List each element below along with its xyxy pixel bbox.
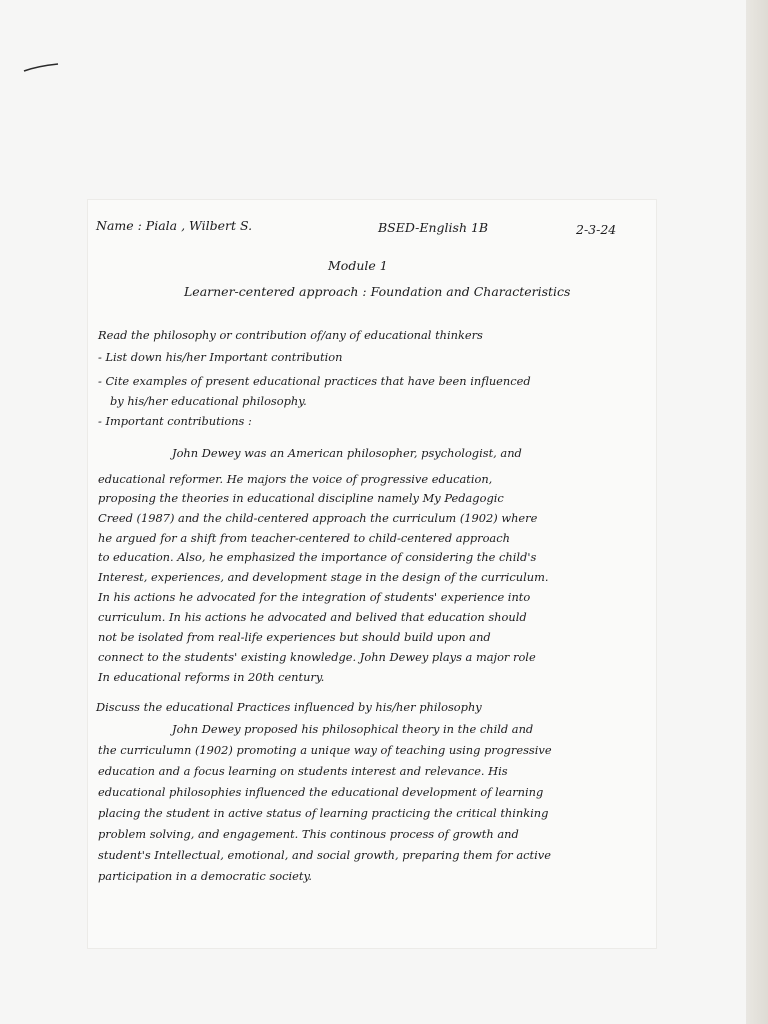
answer-line: John Dewey was an American philosopher, psychologist, and bbox=[172, 446, 522, 460]
answer-line: the curriculumn (1902) promoting a unique way of teaching using progressive bbox=[98, 743, 552, 757]
answer-line: In educational reforms in 20th century. bbox=[98, 670, 325, 684]
pen-stroke-mark bbox=[22, 60, 62, 76]
answer-line: participation in a democratic society. bbox=[98, 869, 313, 883]
answer-line: connect to the students' existing knowledge. John Dewey plays a major role bbox=[98, 650, 536, 664]
paper-edge-shadow bbox=[746, 0, 768, 1024]
answer-line: placing the student in active status of learning practicing the critical thinking bbox=[98, 806, 549, 820]
answer-line: In his actions he advocated for the integration of students' experience into bbox=[98, 590, 531, 604]
instruction-line: Read the philosophy or contribution of/any of educational thinkers bbox=[98, 328, 483, 342]
instruction-line: - List down his/her Important contribution bbox=[98, 350, 343, 364]
instruction-line: - Important contributions : bbox=[98, 414, 252, 428]
answer-line: education and a focus learning on students interest and relevance. His bbox=[98, 764, 508, 778]
instruction-line: - Cite examples of present educational practices that have been influenced bbox=[98, 374, 531, 388]
answer-line: proposing the theories in educational discipline namely My Pedagogic bbox=[98, 491, 504, 505]
module-title: Module 1 bbox=[328, 258, 388, 273]
course-section: BSED-English 1B bbox=[378, 220, 489, 235]
student-name: Name : Piala , Wilbert S. bbox=[96, 218, 253, 233]
answer-line: Creed (1987) and the child-centered approach the curriculum (1902) where bbox=[98, 511, 538, 525]
answer-line: he argued for a shift from teacher-centered to child-centered approach bbox=[98, 531, 510, 545]
handwritten-sheet bbox=[88, 200, 656, 948]
answer-line: curriculum. In his actions he advocated and belived that education should bbox=[98, 610, 527, 624]
answer-line: John Dewey proposed his philosophical theory in the child and bbox=[172, 722, 534, 736]
answer-line: to education. Also, he emphasized the importance of considering the child's bbox=[98, 550, 537, 564]
answer-line: educational philosophies influenced the educational development of learning bbox=[98, 785, 544, 799]
answer-line: Interest, experiences, and development stage in the design of the curriculum. bbox=[98, 570, 549, 584]
discussion-prompt: Discuss the educational Practices influenced by his/her philosophy bbox=[96, 700, 482, 714]
answer-line: student's Intellectual, emotional, and social growth, preparing them for active bbox=[98, 848, 551, 862]
answer-line: not be isolated from real-life experiences but should build upon and bbox=[98, 630, 491, 644]
answer-line: educational reformer. He majors the voice of progressive education, bbox=[98, 472, 493, 486]
module-subtitle: Learner-centered approach : Foundation and Characteristics bbox=[184, 284, 571, 299]
date: 2-3-24 bbox=[576, 222, 617, 237]
answer-line: problem solving, and engagement. This continous process of growth and bbox=[98, 827, 519, 841]
instruction-line: by his/her educational philosophy. bbox=[110, 394, 307, 408]
